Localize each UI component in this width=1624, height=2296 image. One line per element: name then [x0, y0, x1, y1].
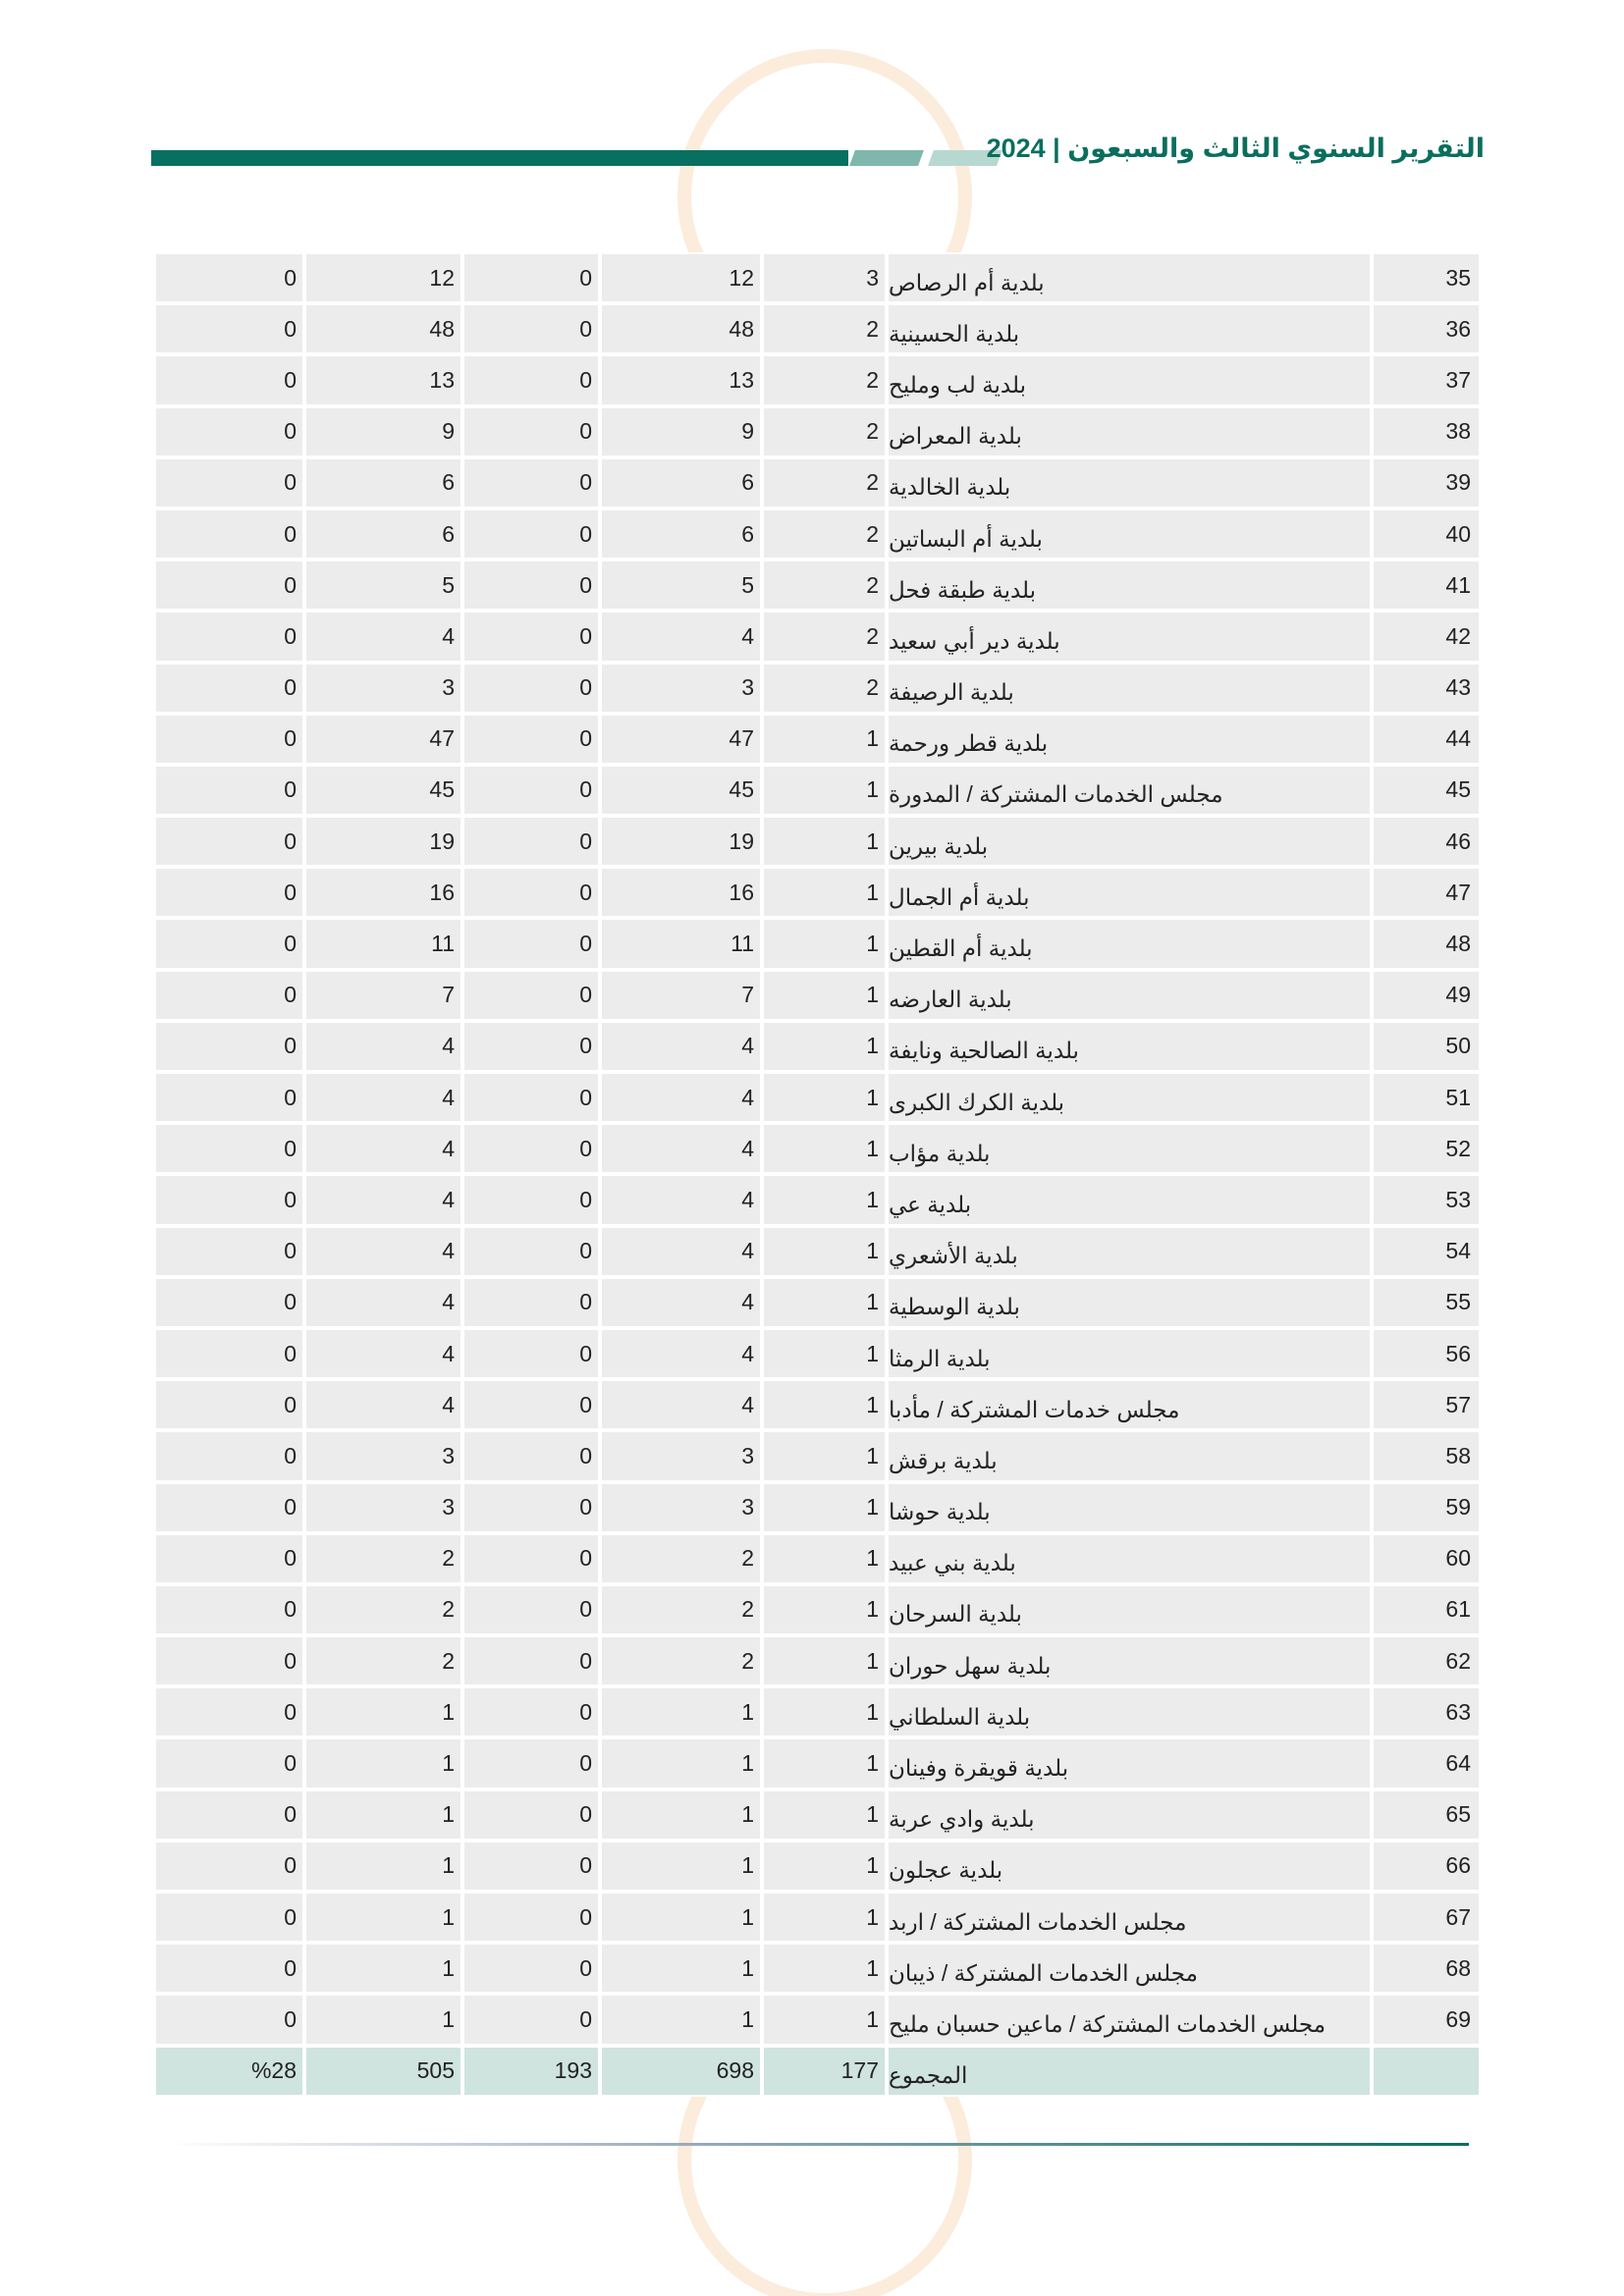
value-cell: 7	[304, 970, 462, 1021]
table-row	[154, 1584, 1481, 1635]
data-table	[154, 252, 1481, 2097]
value-cell: 0	[154, 1174, 304, 1225]
row-number: 45	[1372, 765, 1481, 816]
row-number: 48	[1372, 918, 1481, 969]
table-row	[154, 457, 1481, 508]
value-cell: 2	[762, 663, 887, 714]
value-cell: 0	[462, 1994, 600, 2045]
table-row	[154, 1994, 1481, 2045]
row-number: 67	[1372, 1892, 1481, 1943]
value-cell: 1	[762, 1021, 887, 1072]
table-row	[154, 1072, 1481, 1123]
value-cell: 1	[762, 765, 887, 816]
value-cell: 1	[762, 970, 887, 1021]
value-cell: 2	[600, 1533, 762, 1584]
value-cell: 1	[762, 867, 887, 918]
value-cell: 2	[762, 611, 887, 662]
value-cell: 1	[762, 1943, 887, 1994]
value-cell: 1	[600, 1686, 762, 1737]
value-cell: 0	[462, 1430, 600, 1481]
value-cell: 6	[304, 457, 462, 508]
value-cell: 1	[762, 1174, 887, 1225]
row-number: 64	[1372, 1737, 1481, 1789]
value-cell: 0	[462, 1841, 600, 1892]
value-cell: 0	[154, 354, 304, 405]
entity-name: بلدية السلطاني	[887, 1686, 1372, 1737]
row-number: 60	[1372, 1533, 1481, 1584]
value-cell: 45	[304, 765, 462, 816]
table-row	[154, 1943, 1481, 1994]
entity-name: بلدية الأشعري	[887, 1226, 1372, 1277]
value-cell: 0	[462, 1533, 600, 1584]
value-cell: 1	[304, 1789, 462, 1841]
row-number: 53	[1372, 1174, 1481, 1225]
row-number: 36	[1372, 303, 1481, 354]
value-cell: 0	[462, 1226, 600, 1277]
entity-name: بلدية حوشا	[887, 1482, 1372, 1533]
value-cell: 19	[600, 816, 762, 867]
row-number	[1372, 2046, 1481, 2097]
value-cell: 0	[462, 1789, 600, 1841]
header-bar	[151, 150, 848, 166]
row-number: 54	[1372, 1226, 1481, 1277]
value-cell: 2	[762, 560, 887, 611]
entity-name: بلدية بيرين	[887, 816, 1372, 867]
row-number: 42	[1372, 611, 1481, 662]
entity-name: بلدية عجلون	[887, 1841, 1372, 1892]
value-cell: 48	[304, 303, 462, 354]
value-cell: 3	[304, 663, 462, 714]
entity-name: المجموع	[887, 2046, 1372, 2097]
value-cell: 0	[462, 1635, 600, 1686]
value-cell: 2	[762, 354, 887, 405]
value-cell: 0	[462, 508, 600, 560]
value-cell: 3	[600, 1430, 762, 1481]
entity-name: مجلس الخدمات المشتركة / ماعين حسبان مليح	[887, 1994, 1372, 2045]
value-cell: 4	[304, 1379, 462, 1430]
value-cell: 505	[304, 2046, 462, 2097]
header-bar-accent	[849, 150, 924, 166]
value-cell: 1	[762, 1892, 887, 1943]
value-cell: 2	[762, 508, 887, 560]
entity-name: بلدية لب ومليح	[887, 354, 1372, 405]
value-cell: 1	[762, 1841, 887, 1892]
row-number: 50	[1372, 1021, 1481, 1072]
entity-name: مجلس الخدمات المشتركة / ذيبان	[887, 1943, 1372, 1994]
value-cell: 3	[304, 1482, 462, 1533]
value-cell: 1	[600, 1737, 762, 1789]
table-row	[154, 867, 1481, 918]
table-row	[154, 816, 1481, 867]
value-cell: 11	[304, 918, 462, 969]
entity-name: بلدية الوسطية	[887, 1277, 1372, 1328]
entity-name: بلدية الرصيفة	[887, 663, 1372, 714]
entity-name: مجلس الخدمات المشتركة / المدورة	[887, 765, 1372, 816]
value-cell: 0	[154, 918, 304, 969]
total-row	[154, 2046, 1481, 2097]
value-cell: 0	[154, 765, 304, 816]
row-number: 52	[1372, 1123, 1481, 1174]
value-cell: 0	[154, 867, 304, 918]
value-cell: 12	[600, 252, 762, 303]
table-row	[154, 918, 1481, 969]
value-cell: 1	[762, 1226, 887, 1277]
value-cell: 0	[154, 714, 304, 765]
row-number: 39	[1372, 457, 1481, 508]
value-cell: 0	[462, 1379, 600, 1430]
value-cell: 0	[462, 303, 600, 354]
value-cell: 1	[762, 1123, 887, 1174]
entity-name: بلدية وادي عربة	[887, 1789, 1372, 1841]
entity-name: بلدية مؤاب	[887, 1123, 1372, 1174]
value-cell: 0	[154, 1277, 304, 1328]
entity-name: بلدية الخالدية	[887, 457, 1372, 508]
value-cell: 4	[304, 1021, 462, 1072]
row-number: 66	[1372, 1841, 1481, 1892]
row-number: 41	[1372, 560, 1481, 611]
table-row	[154, 970, 1481, 1021]
value-cell: 1	[762, 1072, 887, 1123]
value-cell: 0	[462, 1277, 600, 1328]
row-number: 62	[1372, 1635, 1481, 1686]
entity-name: بلدية دير أبي سعيد	[887, 611, 1372, 662]
table-row	[154, 611, 1481, 662]
value-cell: 0	[154, 1943, 304, 1994]
value-cell: 1	[762, 1584, 887, 1635]
value-cell: 6	[304, 508, 462, 560]
value-cell: 0	[462, 560, 600, 611]
value-cell: 0	[154, 508, 304, 560]
value-cell: 0	[154, 1892, 304, 1943]
value-cell: 2	[304, 1635, 462, 1686]
value-cell: %28	[154, 2046, 304, 2097]
value-cell: 4	[304, 1328, 462, 1379]
entity-name: بلدية السرحان	[887, 1584, 1372, 1635]
value-cell: 4	[600, 1174, 762, 1225]
row-number: 58	[1372, 1430, 1481, 1481]
value-cell: 0	[462, 1174, 600, 1225]
table-row	[154, 1021, 1481, 1072]
entity-name: مجلس الخدمات المشتركة / اربد	[887, 1892, 1372, 1943]
entity-name: بلدية بني عبيد	[887, 1533, 1372, 1584]
row-number: 61	[1372, 1584, 1481, 1635]
value-cell: 7	[600, 970, 762, 1021]
value-cell: 47	[600, 714, 762, 765]
value-cell: 1	[762, 1379, 887, 1430]
value-cell: 0	[462, 970, 600, 1021]
value-cell: 9	[600, 406, 762, 457]
value-cell: 4	[600, 1021, 762, 1072]
value-cell: 1	[762, 1994, 887, 2045]
row-number: 40	[1372, 508, 1481, 560]
value-cell: 0	[154, 252, 304, 303]
value-cell: 0	[462, 252, 600, 303]
value-cell: 0	[462, 1123, 600, 1174]
value-cell: 4	[304, 1277, 462, 1328]
value-cell: 1	[304, 1686, 462, 1737]
value-cell: 1	[600, 1841, 762, 1892]
value-cell: 1	[762, 1737, 887, 1789]
value-cell: 9	[304, 406, 462, 457]
value-cell: 1	[762, 1277, 887, 1328]
entity-name: بلدية عي	[887, 1174, 1372, 1225]
table-row	[154, 1328, 1481, 1379]
value-cell: 0	[462, 406, 600, 457]
value-cell: 2	[304, 1533, 462, 1584]
table-row	[154, 354, 1481, 405]
table-row	[154, 252, 1481, 303]
value-cell: 0	[154, 1584, 304, 1635]
row-number: 57	[1372, 1379, 1481, 1430]
table-row	[154, 560, 1481, 611]
value-cell: 1	[304, 1994, 462, 2045]
value-cell: 0	[154, 816, 304, 867]
table-row	[154, 1686, 1481, 1737]
row-number: 35	[1372, 252, 1481, 303]
table-row	[154, 1379, 1481, 1430]
value-cell: 2	[762, 457, 887, 508]
value-cell: 13	[600, 354, 762, 405]
value-cell: 0	[154, 457, 304, 508]
value-cell: 6	[600, 457, 762, 508]
value-cell: 0	[154, 1379, 304, 1430]
entity-name: بلدية الرمثا	[887, 1328, 1372, 1379]
value-cell: 0	[154, 1686, 304, 1737]
value-cell: 4	[304, 1072, 462, 1123]
value-cell: 1	[304, 1943, 462, 1994]
value-cell: 11	[600, 918, 762, 969]
value-cell: 5	[600, 560, 762, 611]
value-cell: 0	[462, 714, 600, 765]
row-number: 65	[1372, 1789, 1481, 1841]
value-cell: 0	[154, 1789, 304, 1841]
value-cell: 0	[462, 663, 600, 714]
row-number: 69	[1372, 1994, 1481, 2045]
value-cell: 0	[154, 406, 304, 457]
value-cell: 698	[600, 2046, 762, 2097]
value-cell: 177	[762, 2046, 887, 2097]
value-cell: 0	[462, 1072, 600, 1123]
value-cell: 19	[304, 816, 462, 867]
value-cell: 0	[154, 560, 304, 611]
value-cell: 12	[304, 252, 462, 303]
value-cell: 0	[154, 1123, 304, 1174]
value-cell: 1	[762, 1328, 887, 1379]
entity-name: بلدية الحسينية	[887, 303, 1372, 354]
row-number: 59	[1372, 1482, 1481, 1533]
row-number: 37	[1372, 354, 1481, 405]
value-cell: 1	[762, 1789, 887, 1841]
value-cell: 0	[462, 1482, 600, 1533]
value-cell: 1	[762, 1686, 887, 1737]
value-cell: 4	[600, 1123, 762, 1174]
value-cell: 4	[304, 1174, 462, 1225]
table-row	[154, 1174, 1481, 1225]
value-cell: 0	[462, 1737, 600, 1789]
value-cell: 0	[154, 970, 304, 1021]
value-cell: 0	[462, 354, 600, 405]
value-cell: 2	[762, 406, 887, 457]
value-cell: 0	[154, 1430, 304, 1481]
value-cell: 1	[762, 1430, 887, 1481]
value-cell: 47	[304, 714, 462, 765]
table-row	[154, 714, 1481, 765]
value-cell: 1	[600, 1892, 762, 1943]
value-cell: 2	[762, 303, 887, 354]
report-title: التقرير السنوي الثالث والسبعون | 2024	[986, 133, 1485, 163]
value-cell: 16	[600, 867, 762, 918]
value-cell: 193	[462, 2046, 600, 2097]
value-cell: 1	[762, 714, 887, 765]
value-cell: 4	[600, 1379, 762, 1430]
table-row	[154, 1482, 1481, 1533]
value-cell: 0	[462, 1943, 600, 1994]
value-cell: 0	[154, 1994, 304, 2045]
value-cell: 4	[304, 611, 462, 662]
entity-name: بلدية العارضه	[887, 970, 1372, 1021]
value-cell: 4	[304, 1226, 462, 1277]
table-row	[154, 1533, 1481, 1584]
row-number: 56	[1372, 1328, 1481, 1379]
row-number: 51	[1372, 1072, 1481, 1123]
table-row	[154, 1737, 1481, 1789]
value-cell: 2	[600, 1635, 762, 1686]
value-cell: 48	[600, 303, 762, 354]
table-row	[154, 1277, 1481, 1328]
value-cell: 0	[154, 1072, 304, 1123]
row-number: 46	[1372, 816, 1481, 867]
entity-name: بلدية برقش	[887, 1430, 1372, 1481]
entity-name: بلدية أم القطين	[887, 918, 1372, 969]
entity-name: بلدية أم الرصاص	[887, 252, 1372, 303]
value-cell: 1	[304, 1892, 462, 1943]
value-cell: 2	[304, 1584, 462, 1635]
table-row	[154, 303, 1481, 354]
table-row	[154, 1226, 1481, 1277]
value-cell: 5	[304, 560, 462, 611]
entity-name: بلدية الكرك الكبرى	[887, 1072, 1372, 1123]
value-cell: 16	[304, 867, 462, 918]
value-cell: 1	[762, 816, 887, 867]
value-cell: 1	[762, 1533, 887, 1584]
value-cell: 3	[762, 252, 887, 303]
row-number: 47	[1372, 867, 1481, 918]
value-cell: 0	[154, 611, 304, 662]
entity-name: مجلس خدمات المشتركة / مأدبا	[887, 1379, 1372, 1430]
value-cell: 3	[600, 663, 762, 714]
entity-name: بلدية المعراض	[887, 406, 1372, 457]
value-cell: 3	[304, 1430, 462, 1481]
value-cell: 4	[600, 611, 762, 662]
value-cell: 2	[600, 1584, 762, 1635]
value-cell: 0	[154, 1737, 304, 1789]
table-row	[154, 663, 1481, 714]
row-number: 43	[1372, 663, 1481, 714]
value-cell: 1	[762, 1482, 887, 1533]
value-cell: 0	[462, 1584, 600, 1635]
value-cell: 0	[462, 867, 600, 918]
value-cell: 0	[462, 457, 600, 508]
value-cell: 1	[304, 1737, 462, 1789]
table-row	[154, 1789, 1481, 1841]
value-cell: 0	[154, 1482, 304, 1533]
value-cell: 0	[154, 1021, 304, 1072]
entity-name: بلدية طبقة فحل	[887, 560, 1372, 611]
value-cell: 1	[762, 918, 887, 969]
value-cell: 0	[462, 1328, 600, 1379]
value-cell: 1	[600, 1994, 762, 2045]
entity-name: بلدية أم الجمال	[887, 867, 1372, 918]
value-cell: 0	[154, 1226, 304, 1277]
row-number: 44	[1372, 714, 1481, 765]
entity-name: بلدية الصالحية ونايفة	[887, 1021, 1372, 1072]
value-cell: 0	[462, 1892, 600, 1943]
value-cell: 45	[600, 765, 762, 816]
value-cell: 4	[600, 1277, 762, 1328]
value-cell: 4	[600, 1328, 762, 1379]
value-cell: 4	[600, 1072, 762, 1123]
table-row	[154, 1841, 1481, 1892]
table-row	[154, 508, 1481, 560]
entity-name: بلدية أم البساتين	[887, 508, 1372, 560]
row-number: 38	[1372, 406, 1481, 457]
row-number: 49	[1372, 970, 1481, 1021]
value-cell: 0	[462, 816, 600, 867]
row-number: 55	[1372, 1277, 1481, 1328]
table-row	[154, 406, 1481, 457]
value-cell: 1	[600, 1943, 762, 1994]
value-cell: 0	[462, 765, 600, 816]
table-row	[154, 765, 1481, 816]
value-cell: 0	[154, 303, 304, 354]
entity-name: بلدية سهل حوران	[887, 1635, 1372, 1686]
value-cell: 0	[462, 1021, 600, 1072]
value-cell: 0	[462, 918, 600, 969]
table-row	[154, 1892, 1481, 1943]
row-number: 63	[1372, 1686, 1481, 1737]
entity-name: بلدية قويقرة وفينان	[887, 1737, 1372, 1789]
value-cell: 1	[762, 1635, 887, 1686]
value-cell: 6	[600, 508, 762, 560]
value-cell: 4	[304, 1123, 462, 1174]
value-cell: 1	[600, 1789, 762, 1841]
table-row	[154, 1123, 1481, 1174]
value-cell: 0	[154, 1841, 304, 1892]
value-cell: 4	[600, 1226, 762, 1277]
value-cell: 13	[304, 354, 462, 405]
table-row	[154, 1635, 1481, 1686]
row-number: 68	[1372, 1943, 1481, 1994]
value-cell: 0	[154, 1635, 304, 1686]
value-cell: 1	[304, 1841, 462, 1892]
value-cell: 0	[462, 1686, 600, 1737]
value-cell: 3	[600, 1482, 762, 1533]
value-cell: 0	[154, 1533, 304, 1584]
footer-line	[167, 2143, 1469, 2146]
value-cell: 0	[154, 1328, 304, 1379]
value-cell: 0	[154, 663, 304, 714]
entity-name: بلدية قطر ورحمة	[887, 714, 1372, 765]
table-row	[154, 1430, 1481, 1481]
value-cell: 0	[462, 611, 600, 662]
